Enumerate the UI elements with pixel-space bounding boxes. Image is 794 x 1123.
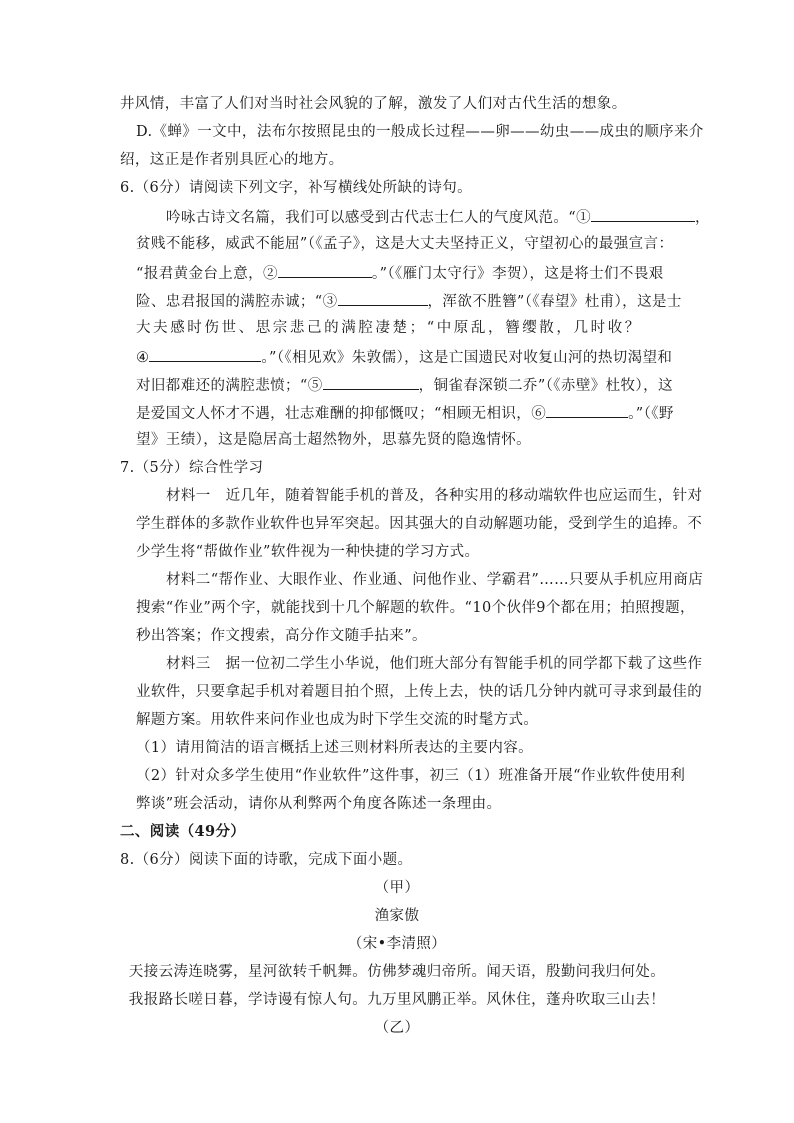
text-segment: “报君黄金台上意，②: [136, 266, 278, 282]
question-6-heading: 6.（6分）请阅读下列文字，补写横线处所缺的诗句。: [120, 180, 473, 196]
poem-verse: 我报路长嗟日暮，学诗谩有惊人句。九万里风鹏正举。风休住，蓬舟吹取三山去！: [128, 992, 666, 1008]
text-line: 绍，这正是作者别具匠心的地方。: [120, 152, 344, 168]
text-segment: 是爱国文人怀才不遇，壮志难酬的抑郁慨叹；“相顾无相识，⑥: [136, 406, 547, 422]
poem-title: 渔家傲: [374, 908, 420, 924]
text-segment: 吟咏古诗文名篇，我们可以感受到古代志士仁人的气度风范。“①: [166, 210, 592, 226]
material-2-line: 秒出答案；作文搜索，高分作文随手拈来”。: [136, 628, 427, 644]
text-line: [136, 402, 674, 424]
question-8-heading: 8.（6分）阅读下面的诗歌，完成下面小题。: [120, 852, 413, 868]
answer-blank-6[interactable]: [546, 402, 628, 418]
answer-blank-3[interactable]: [338, 290, 428, 306]
poem-label-yi: （乙）: [374, 1020, 420, 1036]
question-7-heading: 7.（5分）综合性学习: [120, 460, 264, 476]
text-segment: ，浑欲不胜簪”（《春望》杜甫），这是士: [427, 294, 682, 310]
text-line: [136, 290, 682, 312]
text-line: [166, 206, 710, 228]
answer-blank-4[interactable]: [149, 346, 261, 362]
material-3-line: 业软件，只要拿起手机对着题目拍个照，上传上去，快的话几分钟内就可寻求到最佳的: [136, 684, 703, 700]
text-line: 贫贱不能移，威武不能屈”（《孟子》，这是大丈夫坚持正义，守望初心的最强宣言：: [136, 236, 674, 252]
answer-blank-1[interactable]: [591, 206, 695, 222]
material-1-line: 材料一 近几年，随着智能手机的普及，各种实用的移动端软件也应运而生，针对: [166, 488, 703, 504]
material-3-line: 材料三 据一位初二学生小华说，他们班大部分有智能手机的同学都下载了这些作: [166, 656, 703, 672]
material-1-line: 少学生将“帮做作业”软件视为一种快捷的学习方式。: [136, 544, 480, 560]
poem-author: （宋•李清照）: [347, 936, 447, 952]
text-line: [136, 346, 672, 368]
material-3-line: 解题方案。用软件来问作业也成为时下学生交流的时髦方式。: [136, 712, 539, 728]
material-1-line: 学生群体的多款作业软件也异军突起。因其强大的自动解题功能，受到学生的追捧。不: [136, 516, 703, 532]
answer-blank-2[interactable]: [278, 262, 372, 278]
material-2-line: 搜索“作业”两个字，就能找到十几个解题的软件。“10个伙伴9个都在用；拍照搜题，: [136, 600, 695, 616]
poem-label-jia: （甲）: [374, 880, 420, 896]
text-segment: ④: [136, 350, 150, 366]
text-line: 井风情，丰富了人们对当时社会风貌的了解，激发了人们对古代生活的想象。: [120, 96, 627, 112]
sub-question-2: （2）针对众多学生使用“作业软件”这件事，初三（1）班准备开展“作业软件使用利: [136, 768, 686, 784]
text-segment: 。”（《相见欢》朱敦儒），这是亡国遗民对收复山河的热切渴望和: [261, 350, 673, 366]
text-line: 望》王绩），这是隐居高士超然物外，思慕先贤的隐逸情怀。: [136, 432, 532, 448]
text-segment: 对旧都难还的满腔悲愤；“⑤: [136, 378, 323, 394]
sub-question-1: （1）请用简洁的语言概括上述三则材料所表达的主要内容。: [136, 740, 534, 756]
sub-question-2: 弊谈”班会活动，请你从利弊两个角度各陈述一条理由。: [136, 796, 502, 812]
text-line: 大夫感时伤世、思宗悲己的满腔凄楚；“中原乱，簪缨散，几时收？: [136, 320, 642, 336]
text-line: [136, 262, 664, 284]
option-d-line: D.《蝉》一文中，法布尔按照昆虫的一般成长过程——卵——幼虫——成虫的顺序来介: [136, 124, 704, 140]
section-heading: 二、阅读（49分）: [120, 823, 246, 840]
answer-blank-5[interactable]: [323, 374, 419, 390]
text-segment: 。”（《野: [628, 406, 674, 422]
poem-verse: 天接云涛连晓雾，星河欲转千帆舞。仿佛梦魂归帝所。闻天语，殷勤问我归何处。: [128, 964, 666, 980]
text-segment: ，铜雀春深锁二乔”（《赤壁》杜牧），这: [418, 378, 673, 394]
text-segment: 险、忠君报国的满腔赤诚；“③: [136, 294, 338, 310]
text-line: [136, 374, 673, 396]
text-segment: 。”（《雁门太守行》李贺），这是将士们不畏艰: [371, 266, 664, 282]
material-2-line: 材料二“帮作业、大眼作业、作业通、问他作业、学霸君”……只要从手机应用商店: [166, 572, 704, 588]
text-segment: ，: [695, 210, 710, 226]
